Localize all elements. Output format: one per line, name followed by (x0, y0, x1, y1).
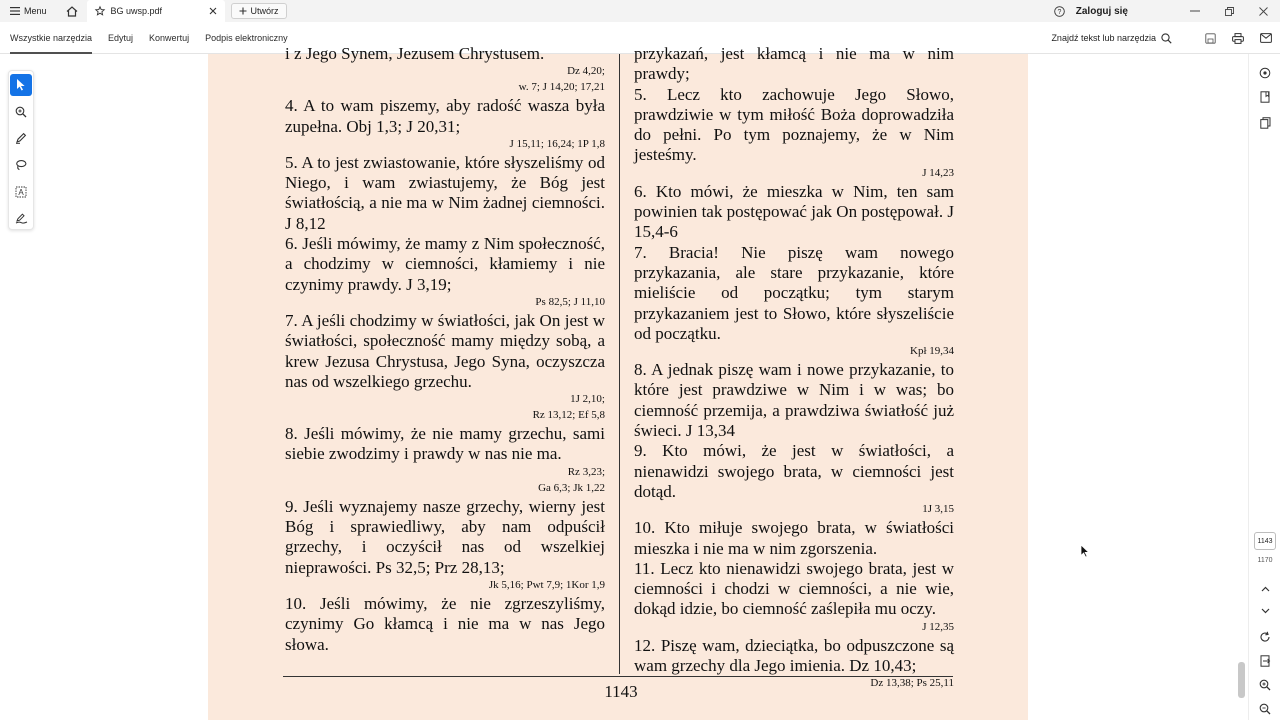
select-tool-button[interactable] (10, 74, 32, 96)
verse-paragraph: 8. Jeśli mówimy, że nie mamy grzechu, sami siebie zwodzimy i prawdy w nas nie ma. (285, 424, 605, 464)
pages-icon (1260, 117, 1271, 129)
cross-reference: Ga 6,3; Jk 1,22 (538, 481, 605, 494)
save-icon (1205, 33, 1216, 44)
chat-ai-icon (1259, 67, 1271, 79)
cross-reference: w. 7; J 14,20; 17,21 (518, 81, 605, 94)
search-icon (1161, 33, 1172, 44)
plus-icon (239, 7, 247, 15)
find-tools-search[interactable] (1051, 33, 1172, 44)
new-tab-button[interactable] (231, 3, 287, 19)
zoom-in-icon (1259, 679, 1271, 691)
mail-icon (1260, 33, 1272, 43)
save-button[interactable] (1196, 22, 1224, 54)
verse-paragraph: 9. Kto mówi, że jest w światłości, a nienawidzi swojego brata, w ciemności jest dotąd. (634, 441, 954, 501)
page-down-button[interactable] (1258, 604, 1272, 618)
hamburger-icon (10, 7, 20, 15)
verse-paragraph: 10. Kto miłuje swojego brata, w światłości mieszka i nie ma w nim zgorszenia. (634, 518, 954, 558)
verse-paragraph: 6. Kto mówi, że mieszka w Nim, ten sam powinien tak postępować jak On postępował. J 15,4-6 (634, 181, 954, 242)
cross-reference: J 15,11; 16,24; 1P 1,8 (509, 137, 605, 150)
cross-reference: Rz 3,23; (567, 465, 605, 478)
chevron-up-icon (1261, 586, 1270, 592)
menu-label: Menu (24, 6, 47, 16)
cross-reference: 1J 2,10; (570, 393, 605, 406)
cross-reference: 1J 3,15 (922, 503, 954, 516)
cross-reference: Dz 13,38; Ps 25,11 (870, 677, 954, 690)
verse-paragraph: 6. Jeśli mówimy, że mamy z Nim społeczność, a chodzimy w ciemności, kłamiemy i nie czynimy prawdy. J 3,19; (285, 234, 605, 294)
text-box-icon (15, 186, 27, 198)
cross-reference: Dz 4,20; (567, 65, 605, 78)
pages-button[interactable] (1258, 116, 1272, 130)
verse-paragraph: 9. Jeśli wyznajemy nasze grzechy, wierny jest Bóg i sprawiedliwy, aby nam odpuścił grzechy, i oczyścił nas od wszelkiej nieprawości. Ps 32,5; Prz 28,13; (285, 496, 605, 577)
verse-paragraph: 5. A to jest zwiastowanie, które słyszeliśmy od Niego, i wam zwiastujemy, że Bóg jest światłością, a nie ma w Nim żadnej ciemności. J 8,12 (285, 152, 605, 233)
verse-paragraph: 7. A jeśli chodzimy w światłości, jak On jest w światłości, społeczność mamy między sobą, a krew Jezusa Chrystusa, Jego Syna, oczyszcza nas od wszelkiego grzechu. (285, 310, 605, 391)
document-export-icon (1260, 655, 1271, 667)
help-icon (1054, 6, 1065, 17)
page-up-button[interactable] (1258, 582, 1272, 596)
current-page-input[interactable]: 1143 (1254, 532, 1276, 550)
new-tab-label: Utwórz (250, 6, 279, 16)
rotate-button[interactable] (1258, 630, 1272, 644)
verse-paragraph: 4. A to wam piszemy, aby radość wasza była zupełna. Obj 1,3; J 20,31; (285, 96, 605, 136)
svg-text:?: ? (1057, 8, 1062, 16)
title-bar (0, 0, 1280, 22)
cross-reference: Rz 13,12; Ef 5,8 (532, 409, 605, 422)
zoom-in-button[interactable] (1258, 678, 1272, 692)
bookmarks-button[interactable] (1258, 90, 1272, 104)
right-text-column (634, 44, 954, 692)
zoom-icon (15, 106, 27, 118)
tab-all-tools[interactable]: Wszystkie narzędzia (2, 22, 100, 54)
help-button[interactable] (1050, 0, 1070, 22)
text-select-tool-button[interactable] (10, 181, 32, 203)
cross-reference: J 12,35 (922, 620, 954, 633)
print-button[interactable] (1224, 22, 1252, 54)
document-tab[interactable] (87, 0, 225, 22)
total-pages: 1170 (1257, 557, 1273, 564)
tab-title: BG uwsp.pdf (110, 6, 163, 16)
extract-button[interactable] (1258, 654, 1272, 668)
verse-paragraph: 5. Lecz kto zachowuje Jego Słowo, prawdziwie w tym miłość Boża doprowadziła do pełni. Po tym poznajemy, że w Nim jesteśmy. (634, 84, 954, 165)
pdf-page[interactable] (208, 44, 1028, 720)
bookmark-icon (1260, 91, 1271, 103)
signin-button[interactable]: Zaloguj się (1075, 5, 1128, 17)
footer-rule (283, 676, 953, 677)
page-number: 1143 (604, 682, 638, 701)
cross-reference: Kpł 19,34 (910, 345, 954, 358)
chevron-down-icon (1261, 608, 1270, 614)
home-icon (66, 6, 78, 17)
sign-tool-button[interactable] (10, 207, 32, 229)
verse-paragraph: 7. Bracia! Nie piszę wam nowego przykazania, ale stare przykazanie, które mieliście od początku; tym starym przykazaniem jest to Słowo, które słyszeliście od początku. (634, 242, 954, 343)
cross-reference: J 14,23 (922, 166, 954, 179)
verse-paragraph: 11. Lecz kto nienawidzi swojego brata, jest w ciemności i chodzi w ciemności, a nie wie, dokąd idzie, bo ciemność zaślepiła mu oczy. (634, 558, 954, 619)
right-sidebar (1248, 54, 1280, 720)
draw-tool-button[interactable] (10, 154, 32, 176)
vertical-scrollbar[interactable] (1238, 662, 1245, 698)
ai-assistant-button[interactable] (1258, 66, 1272, 80)
mouse-cursor (1080, 544, 1090, 563)
minimize-icon (1190, 10, 1200, 12)
cursor-arrow-icon (16, 78, 26, 91)
tab-edit[interactable]: Edytuj (108, 32, 134, 43)
signature-icon (15, 212, 28, 224)
verse-paragraph: 12. Piszę wam, dzieciątka, bo odpuszczone są wam grzechy dla Jego imienia. Dz 10,43; (634, 635, 954, 676)
menu-button[interactable] (0, 0, 57, 22)
comment-tool-button[interactable] (10, 127, 32, 149)
column-divider (619, 54, 620, 674)
email-button[interactable] (1252, 22, 1280, 54)
minimize-button[interactable] (1178, 0, 1212, 22)
verse-paragraph: 10. Jeśli mówimy, że nie zgrzeszyliśmy, czynimy Go kłamcą i nie ma w nas Jego słowa. (285, 593, 605, 654)
rotate-icon (1259, 631, 1271, 643)
zoom-out-button[interactable] (1258, 702, 1272, 716)
cross-reference: Ps 82,5; J 11,10 (535, 295, 605, 308)
restore-button[interactable] (1212, 0, 1246, 22)
print-icon (1232, 33, 1244, 44)
svg-text:A: A (18, 187, 24, 197)
zoom-out-icon (1259, 703, 1271, 715)
tab-e-signature[interactable]: Podpis elektroniczny (205, 32, 288, 43)
close-tab-icon[interactable] (209, 7, 217, 15)
close-icon (1259, 7, 1268, 16)
mouse-pointer-icon (1080, 544, 1090, 558)
cross-reference: Jk 5,16; Pwt 7,9; 1Kor 1,9 (488, 578, 605, 591)
find-label: Znajdź tekst lub narzędzia (1051, 33, 1156, 43)
left-tool-rail (8, 70, 34, 230)
restore-icon (1225, 7, 1234, 16)
verse-paragraph: przykazań, jest kłamcą i nie ma w nim prawdy; (634, 44, 954, 84)
close-window-button[interactable] (1246, 0, 1280, 22)
star-icon (95, 6, 105, 16)
verse-paragraph: 8. A jednak piszę wam i nowe przykazanie, to które jest prawdziwe w Nim i w was; bo ciemność przemija, a prawdziwa światłość już świeci. J 13,34 (634, 360, 954, 441)
tab-convert[interactable]: Konwertuj (149, 32, 190, 43)
verse-paragraph: i z Jego Synem, Jezusem Chrystusem. (285, 44, 545, 63)
lasso-icon (15, 159, 27, 171)
left-text-column (285, 44, 605, 655)
zoom-tool-button[interactable] (10, 101, 32, 123)
home-button[interactable] (57, 0, 87, 22)
pen-icon (15, 132, 27, 144)
